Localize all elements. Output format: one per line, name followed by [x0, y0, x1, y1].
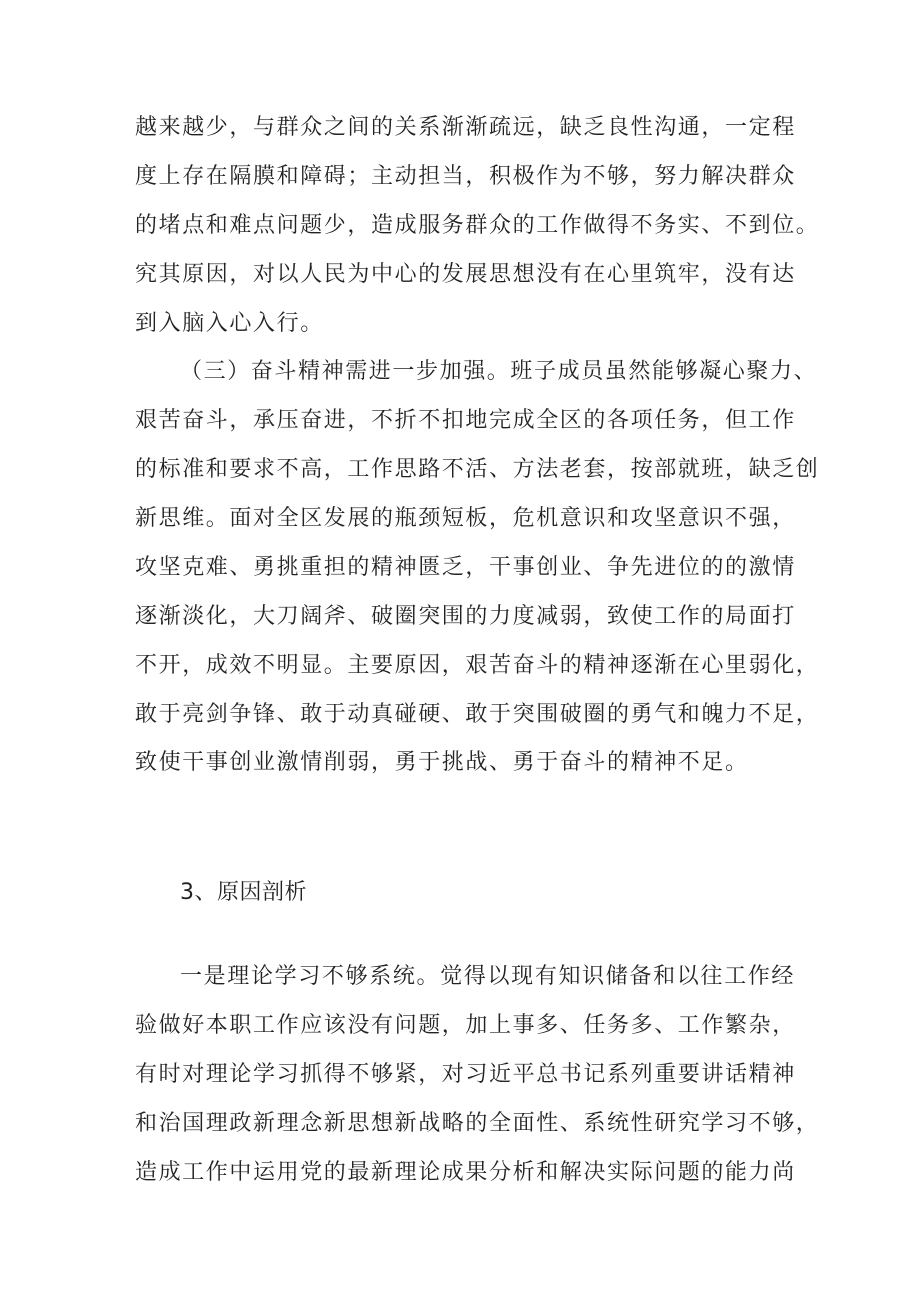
paragraph-line: 攻坚克难、勇挑重担的精神匮乏，干事创业、争先进位的的激情: [135, 555, 796, 580]
paragraph-line: 的标准和要求不高，工作思路不活、方法老套，按部就班，缺乏创: [135, 457, 820, 482]
paragraph-line: 一是理论学习不够系统。觉得以现有知识储备和以往工作经: [180, 964, 795, 989]
paragraph-line: 度上存在隔膜和障碍；主动担当，积极作为不够，努力解决群众: [135, 164, 796, 189]
paragraph-line: 验做好本职工作应该没有问题，加上事多、任务多、工作繁杂，: [135, 1013, 796, 1038]
paragraph-line: 不开，成效不明显。主要原因，艰苦奋斗的精神逐渐在心里弱化，: [135, 653, 820, 678]
paragraph-line: 敢于亮剑争锋、敢于动真碰硬、敢于突围破圈的勇气和魄力不足，: [135, 702, 820, 727]
paragraph-line: 和治国理政新理念新思想新战略的全面性、系统性研究学习不够，: [135, 1111, 820, 1136]
paragraph-line: 逐渐淡化，大刀阔斧、破圈突围的力度减弱，致使工作的局面打: [135, 604, 796, 629]
paragraph-line: 究其原因，对以人民为中心的发展思想没有在心里筑牢，没有达: [135, 262, 796, 287]
paragraph-line: 新思维。面对全区发展的瓶颈短板，危机意识和攻坚意识不强，: [135, 506, 796, 531]
paragraph-line: 艰苦奋斗，承压奋进，不折不扣地完成全区的各项任务，但工作: [135, 408, 796, 433]
paragraph-line: 有时对理论学习抓得不够紧，对习近平总书记系列重要讲话精神: [135, 1062, 796, 1087]
paragraph-line: 到入脑入心入行。: [135, 311, 324, 336]
paragraph-line: （三）奋斗精神需进一步加强。班子成员虽然能够凝心聚力、: [180, 359, 818, 384]
paragraph-line: 越来越少，与群众之间的关系渐渐疏远，缺乏良性沟通，一定程: [135, 115, 796, 140]
paragraph-line: 造成工作中运用党的最新理论成果分析和解决实际问题的能力尚: [135, 1160, 796, 1185]
paragraph-line: 致使干事创业激情削弱，勇于挑战、勇于奋斗的精神不足。: [135, 750, 749, 775]
section-heading: 3、原因剖析: [180, 880, 307, 905]
paragraph-line: 的堵点和难点问题少，造成服务群众的工作做得不务实、不到位。: [135, 213, 820, 238]
